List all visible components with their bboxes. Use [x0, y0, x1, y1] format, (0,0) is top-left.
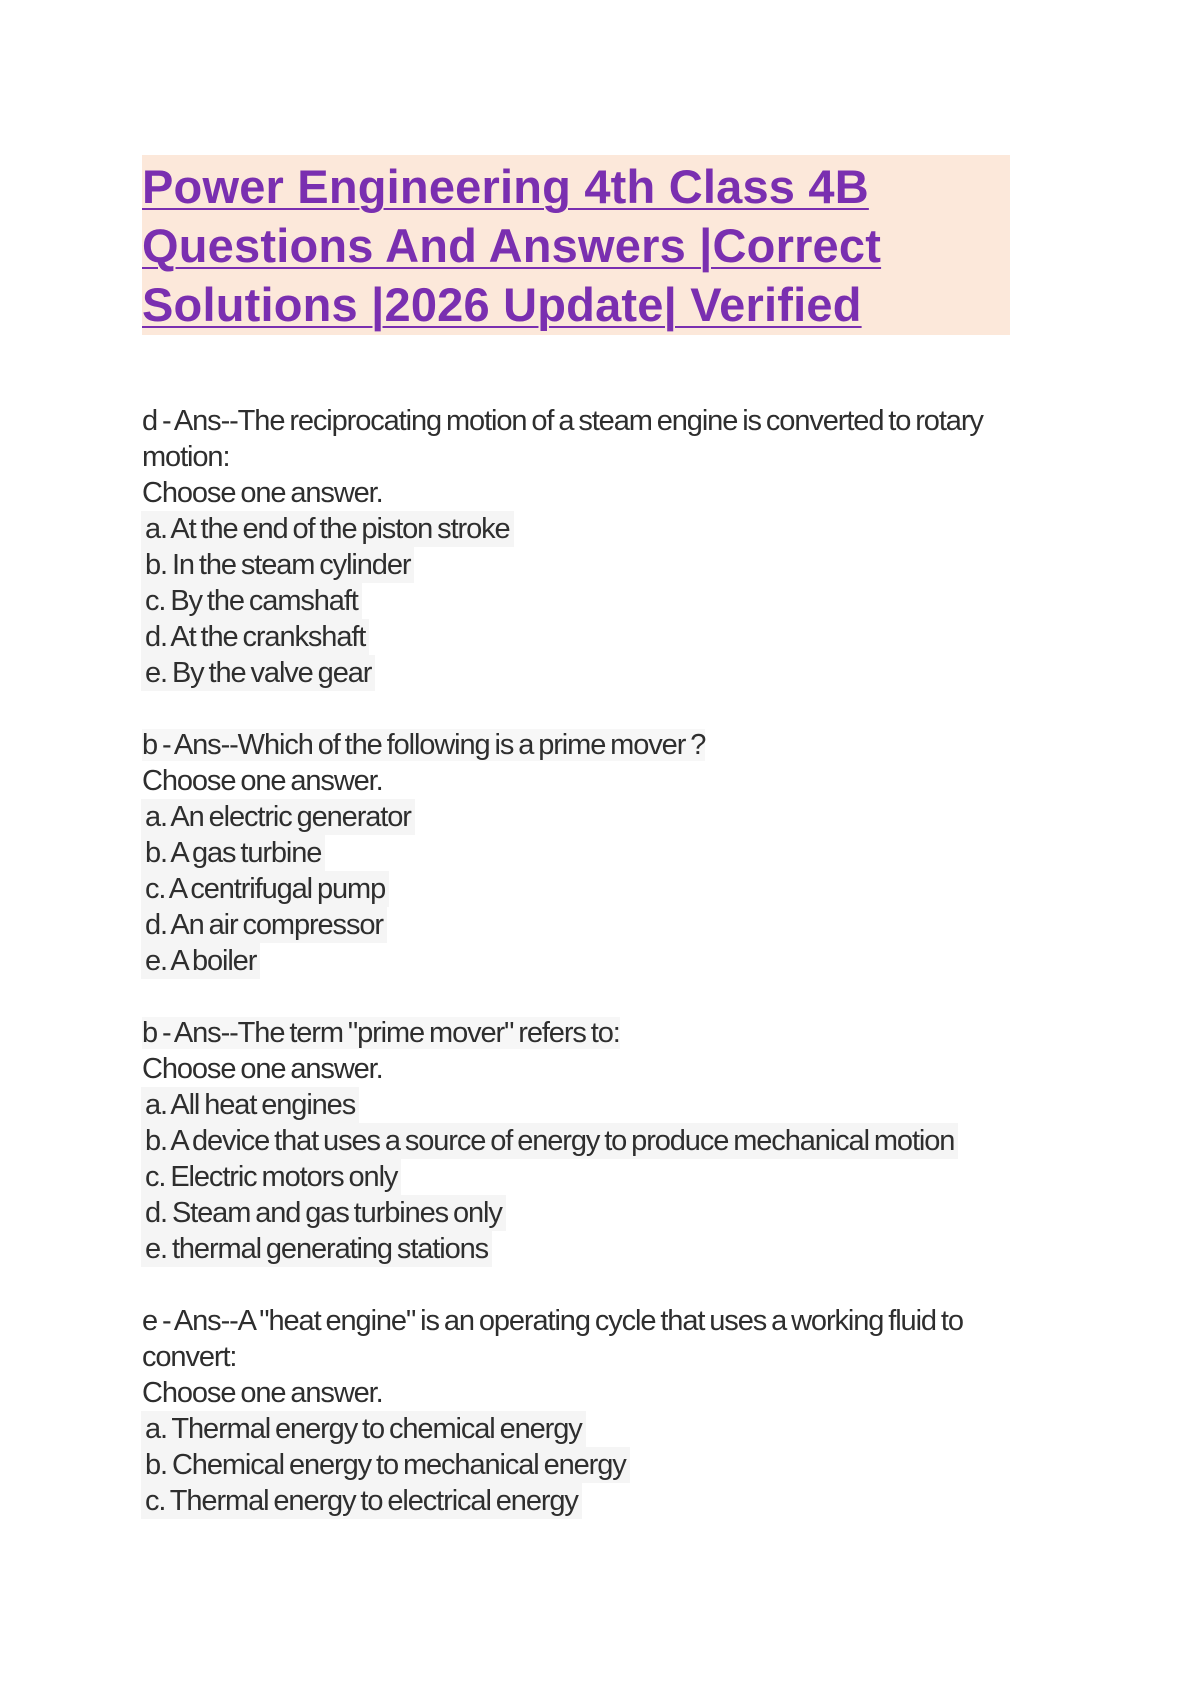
title-line-3[interactable]: Solutions |2026 Update| Verified: [142, 278, 862, 331]
question-text: d - Ans--The reciprocating motion of a steam engine is converted to rotary: [142, 405, 983, 437]
answer-option: a. An electric generator: [141, 799, 415, 835]
answer-option: c. By the camshaft: [141, 583, 362, 619]
document-title: [142, 155, 1010, 335]
question-1: [142, 403, 1062, 691]
answer-option: a. All heat engines: [141, 1087, 359, 1123]
answer-option: a. Thermal energy to chemical energy: [141, 1411, 586, 1447]
question-text-continued: convert:: [142, 1341, 237, 1373]
answer-option: d. An air compressor: [141, 907, 387, 943]
answer-option: e. thermal generating stations: [141, 1231, 492, 1267]
answer-option: c. Electric motors only: [141, 1159, 401, 1195]
question-text: e - Ans--A "heat engine" is an operating cycle that uses a working fluid to: [142, 1305, 963, 1337]
choose-prompt: Choose one answer.: [142, 1053, 383, 1085]
question-3: [142, 1015, 1062, 1267]
question-2: [142, 727, 1062, 979]
choose-prompt: Choose one answer.: [142, 765, 383, 797]
answer-option: b. In the steam cylinder: [141, 547, 414, 583]
answer-option: b. A gas turbine: [141, 835, 325, 871]
question-list: [142, 403, 1062, 1555]
choose-prompt: Choose one answer.: [142, 1377, 383, 1409]
answer-option: c. Thermal energy to electrical energy: [141, 1483, 582, 1519]
question-text: [142, 727, 1062, 763]
answer-option: b. Chemical energy to mechanical energy: [141, 1447, 630, 1483]
answer-option: d. At the crankshaft: [141, 619, 369, 655]
question-text-continued: motion:: [142, 441, 230, 473]
title-line-2[interactable]: Questions And Answers |Correct: [142, 219, 882, 272]
answer-option: e. A boiler: [141, 943, 260, 979]
answer-option: e. By the valve gear: [141, 655, 375, 691]
title-line-1[interactable]: Power Engineering 4th Class 4B: [142, 160, 869, 213]
question-4: [142, 1303, 1062, 1519]
question-text-span: b - Ans--Which of the following is a prime mover ?: [142, 729, 706, 761]
answer-option: a. At the end of the piston stroke: [141, 511, 514, 547]
answer-option: d. Steam and gas turbines only: [141, 1195, 506, 1231]
choose-prompt: Choose one answer.: [142, 477, 383, 509]
question-text: [142, 1015, 1062, 1051]
question-text-span: b - Ans--The term "prime mover" refers to:: [142, 1017, 620, 1049]
answer-option: b. A device that uses a source of energy to produce mechanical motion: [141, 1123, 958, 1159]
answer-option: c. A centrifugal pump: [141, 871, 389, 907]
